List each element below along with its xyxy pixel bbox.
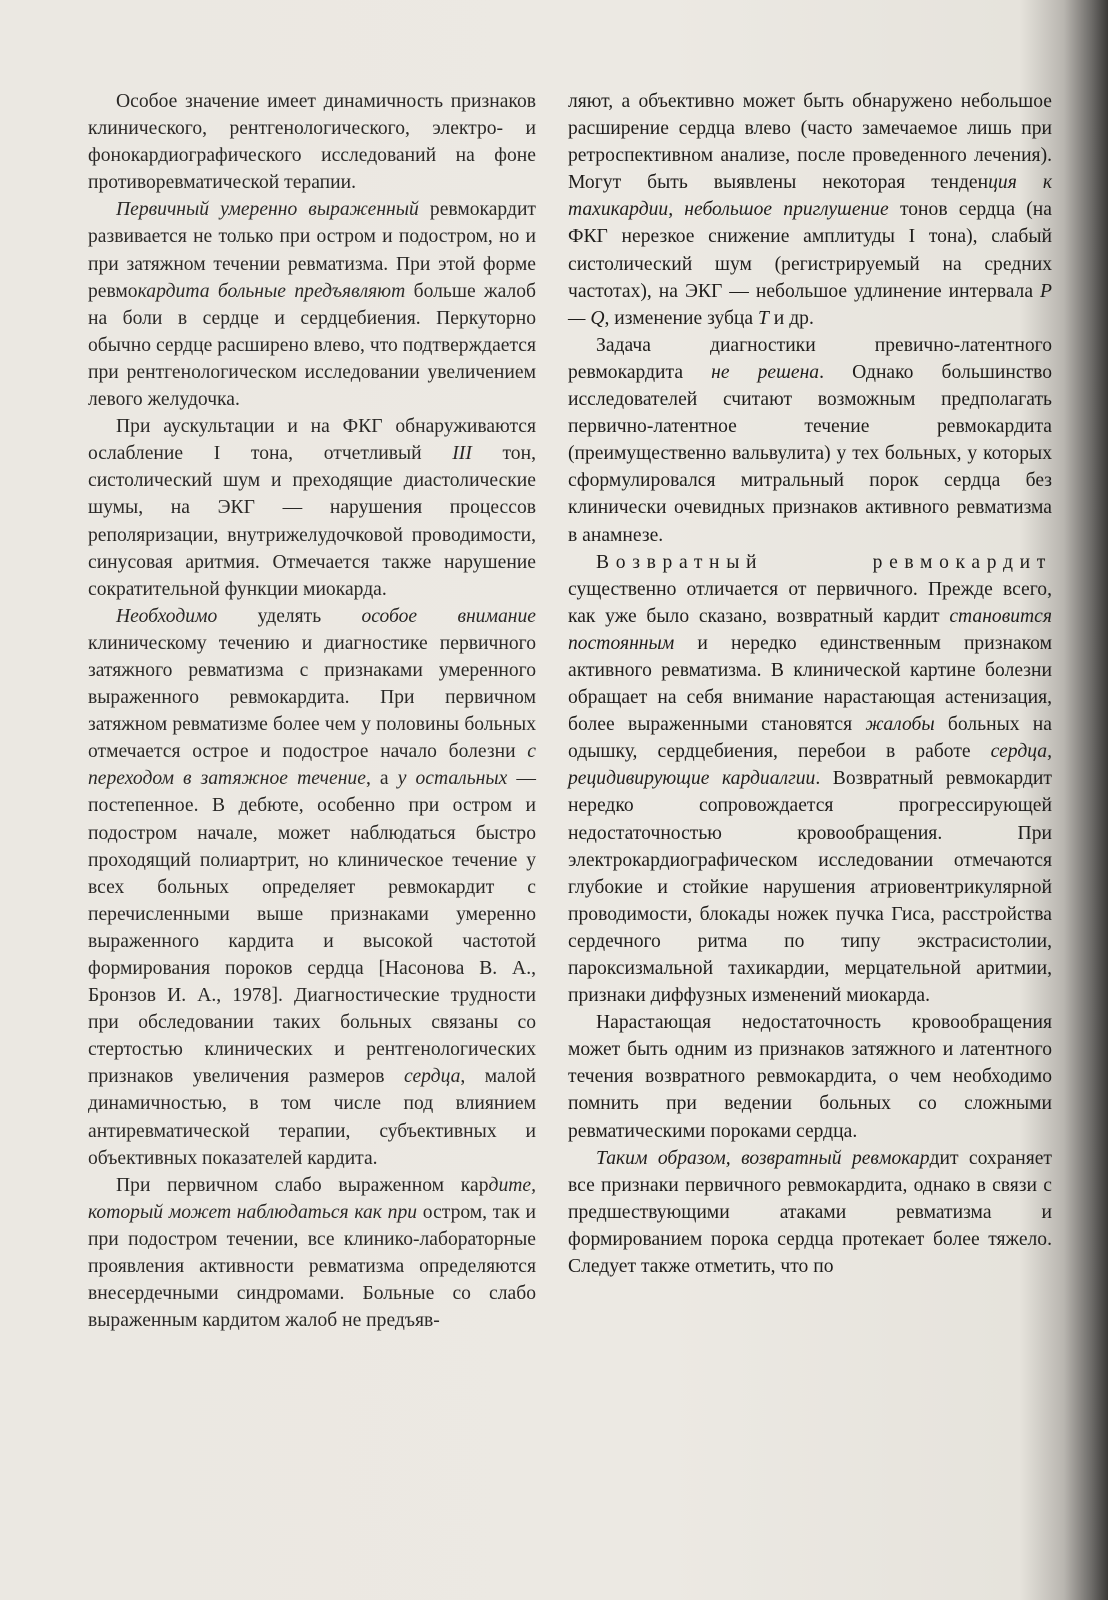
italic-text: не решена (711, 361, 820, 383)
text-run: ревмокардит развивается не только при остром и подостром, но и при затяжном течении ревматизма. При этой форме ревмо (88, 199, 536, 302)
italic-text: P — Q (568, 280, 1052, 329)
text-run: , малой динамичностью, в том числе под влиянием антиревматической терапии, субъективных и объективных показателей кардита. (88, 1066, 536, 1169)
paragraph (88, 603, 536, 1172)
text-run: . Однако большинство исследователей считают возможным предполагать первично-латентное течение ревмокардита (преимущественно вальвулита) у тех больных, у которых сформулировался митральный порок сердца без клинически очевидных признаков активного ревматизма в анамнезе. (568, 361, 1052, 546)
text-run: ляют, а объективно может быть обнаружено небольшое расширение сердца влево (часто замечаемое лишь при ретроспективном анализе, после проведенного лечения). Могут быть выявлены некоторая тенден (568, 91, 1052, 194)
italic-text: Необходимо (116, 605, 218, 627)
italic-text: T (758, 307, 769, 329)
italic-text: жалобы (865, 714, 935, 736)
text-run: тонов сердца (на ФКГ нерезкое снижение амплитуды I тона), слабый систолический шум (регистрируемый на средних частотах), на ЭКГ — небольшое удлинение интервала (568, 199, 1052, 302)
paragraph (568, 1145, 1052, 1280)
paragraph (88, 1172, 536, 1335)
text-run: — постепенное. В дебюте, особенно при остром и подостром начале, может наблюдаться быстро проходящий полиартрит, но клиническое течение у всех больных определяет ревмокардит с перечисленными выше признаками умеренно выраженного кардита и высокой частотой формирования пороков сердца [Насонова В. А., Бронзов И. А., 1978]. Диагностические трудности при обследовании таких больных связаны со стертостью клинических и рентгенологических признаков увеличения размеров (88, 768, 536, 1088)
italic-text: у остальных (397, 768, 508, 790)
italic-text: становится постоянным (568, 605, 1052, 654)
paragraph (568, 1009, 1052, 1144)
text-run: остром, так и при подостром течении, все клинико-лабораторные проявления активности ревматизма определяются внесердечными синдромами. Больные со слабо выраженным кардитом жалоб не предъяв- (88, 1201, 536, 1332)
italic-text: III (452, 443, 472, 465)
text-run: Особое значение имеет динамичность признаков клинического, рентгенологического, электро- и фонокардиографического исследований на фоне противоревматической терапии. (88, 91, 536, 194)
right-text-column (568, 88, 1052, 1280)
italic-text: Первичный умеренно выраженный (116, 199, 430, 221)
paragraph (568, 549, 1052, 1010)
italic-text: Таким образом, возвратный ревмокар (596, 1147, 930, 1169)
paragraph (88, 413, 536, 603)
text-run: существенно отличается от первичного. Прежде всего, как уже было сказано, возвратный кардит (568, 578, 1052, 627)
text-run: , изменение зубца (604, 307, 758, 329)
text-run: дит сохраняет все признаки первичного ревмокардита, однако в связи с предшествующими атаками ревматизма и формированием порока сердца протекает более тяжело. Следует также отметить, что по (568, 1147, 1052, 1278)
text-run: Нарастающая недостаточность кровообращения может быть одним из признаков затяжного и латентного течения возвратного ревмокардита, о чем необходимо помнить при ведении больных со сложными ревматическими пороками сердца. (568, 1012, 1052, 1142)
italic-text: кардита больные предъявляют (137, 280, 406, 302)
text-run: больных на одышку, сердцебиения, перебои в работе (568, 714, 1052, 763)
italic-text: сердца, рецидивирующие кардиалгии (568, 741, 1052, 790)
text-run: Задача диагностики превично-латентного ревмокардита (568, 334, 1052, 383)
paragraph (568, 88, 1052, 332)
paragraph (568, 332, 1052, 549)
text-run: , а (365, 768, 398, 790)
italic-text: особое внимание (361, 605, 536, 627)
spaced-heading-text: Возвратный ревмокардит (596, 551, 1052, 573)
text-run: При аускультации и на ФКГ обнаруживаются ослабление I тона, отчетливый (88, 416, 536, 465)
text-run: тон, систолический шум и преходящие диастолические шумы, на ЭКГ — нарушения процессов реполяризации, внутрижелудочковой проводимости, синусовая аритмия. Отмечается также нарушение сократительной функции миокарда. (88, 443, 536, 600)
text-run: и др. (768, 307, 814, 329)
left-text-column (88, 88, 536, 1334)
italic-text: с переходом в затяжное течение (88, 741, 536, 790)
italic-text: ция к тахикардии, небольшое приглушение (568, 172, 1052, 221)
paragraph (88, 196, 536, 413)
text-run: уделять (217, 605, 362, 627)
text-run: . Возвратный ревмокардит нередко сопровождается прогрессирующей недостаточностью кровообращения. При электрокардиографическом исследовании отмечаются глубокие и стойкие нарушения атриовентрикулярной проводимости, блокады ножек пучка Гиса, расстройства сердечного ритма по типу экстрасистолии, пароксизмальной тахикардии, мерцательной аритмии, признаки диффузных изменений миокарда. (568, 768, 1052, 1007)
paragraph (88, 88, 536, 196)
italic-text: дите, который может наблюдаться как при (88, 1174, 536, 1223)
text-run: клиническому течению и диагностике первичного затяжного ревматизма с признаками умеренного выраженного ревмокардита. При первичном затяжном ревматизме более чем у половины больных отмечается острое и подострое начало болезни (88, 632, 536, 763)
text-run: и нередко единственным признаком активного ревматизма. В клинической картине болезни обращает на себя внимание нарастающая астенизация, более выраженными становятся (568, 632, 1052, 736)
text-run: При первичном слабо выраженном кар (116, 1174, 489, 1196)
text-run: больше жалоб на боли в сердце и сердцебиения. Перкуторно обычно сердце расширено влево, что подтверждается при рентгенологическом исследовании увеличением левого желудочка. (88, 280, 536, 411)
italic-text: сердца (404, 1066, 461, 1088)
